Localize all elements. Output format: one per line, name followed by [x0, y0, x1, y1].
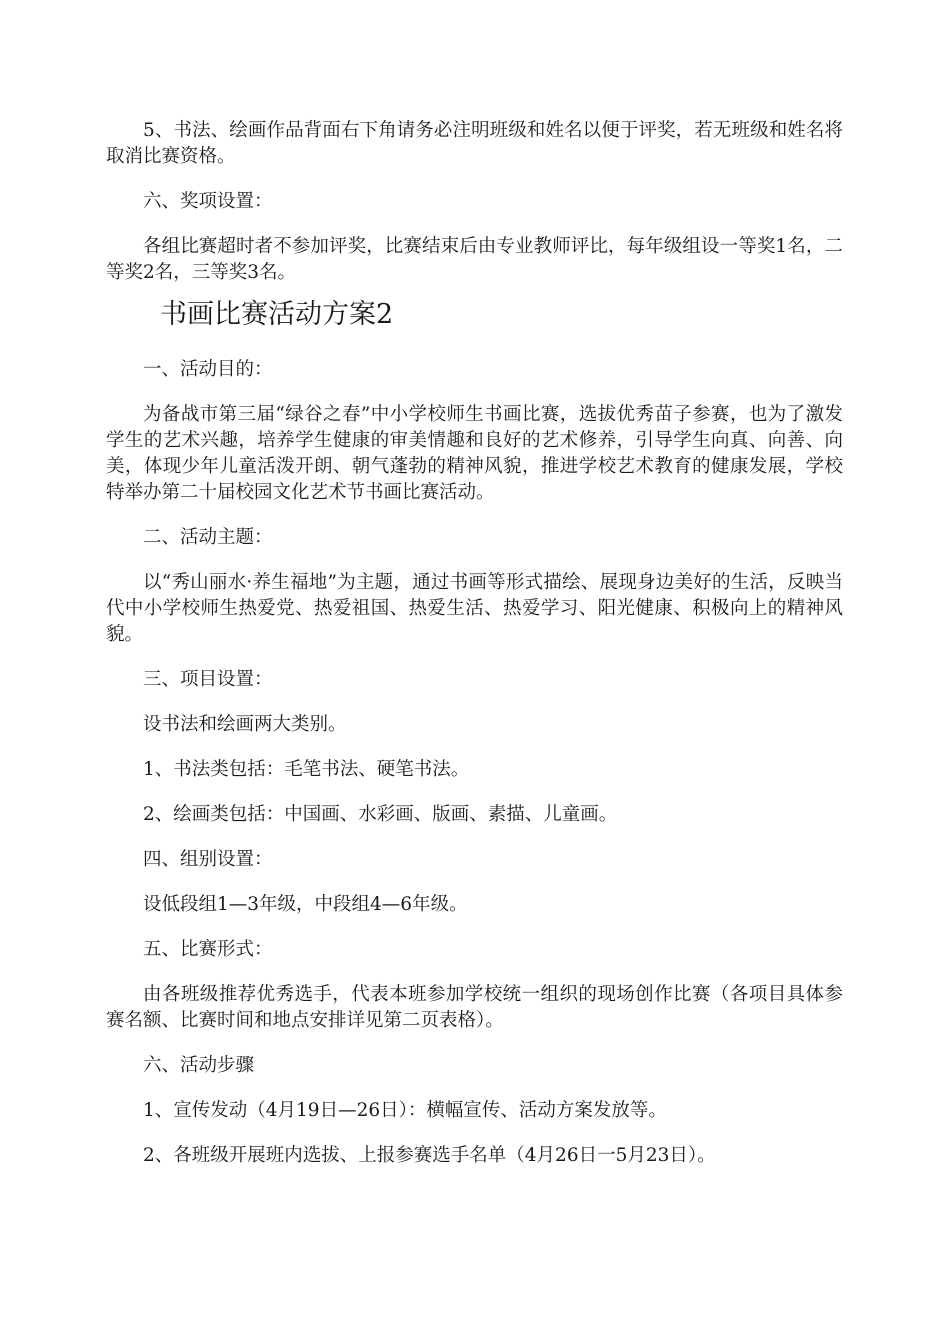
list-item: 2、各班级开展班内选拔、上报参赛选手名单（4月26日一5月23日）。: [143, 1145, 716, 1166]
section-title: 四、组别设置：: [143, 849, 273, 870]
paragraph: 以“秀山丽水·养生福地”为主题，通过书画等形式描绘、展现身边美好的生活，反映当代中小学校师生热爱党、热爱祖国、热爱生活、热爱学习、阳光健康、积极向上的精神风貌。: [106, 572, 843, 645]
section-title: 三、项目设置：: [143, 669, 273, 690]
section-title: 五、比赛形式：: [143, 939, 273, 960]
section-title: 一、活动目的：: [143, 359, 273, 380]
document-page: [106, 118, 843, 1188]
paragraph: 设书法和绘画两大类别。: [143, 714, 347, 735]
section-title: 六、奖项设置：: [143, 191, 273, 212]
list-item: 2、绘画类包括：中国画、水彩画、版画、素描、儿童画。: [143, 804, 618, 825]
paragraph: 设低段组1—3年级，中段组4—6年级。: [143, 894, 468, 915]
document-heading: 书画比赛活动方案2: [160, 299, 394, 330]
section-title: 二、活动主题：: [143, 527, 273, 548]
list-item: 1、书法类包括：毛笔书法、硬笔书法。: [143, 759, 470, 780]
list-item: 1、宣传发动（4月19日—26日）：横幅宣传、活动方案发放等。: [143, 1100, 667, 1121]
paragraph: 为备战市第三届“绿谷之春”中小学校师生书画比赛，选拔优秀苗子参赛，也为了激发学生的艺术兴趣，培养学生健康的审美情趣和良好的艺术修养，引导学生向真、向善、向美，体现少年儿童活泼开朗、朝气蓬勃的精神风貌，推进学校艺术教育的健康发展，学校特举办第二十届校园文化艺术节书画比赛活动。: [106, 404, 843, 503]
section-title: 六、活动步骤: [143, 1055, 255, 1076]
paragraph: 由各班级推荐优秀选手，代表本班参加学校统一组织的现场创作比赛（各项目具体参赛名额、比赛时间和地点安排详见第二页表格）。: [106, 984, 843, 1031]
paragraph: 5、书法、绘画作品背面右下角请务必注明班级和姓名以便于评奖，若无班级和姓名将取消比赛资格。: [106, 120, 843, 167]
paragraph: 各组比赛超时者不参加评奖，比赛结束后由专业教师评比，每年级组设一等奖1名，二等奖2名，三等奖3名。: [106, 236, 843, 283]
